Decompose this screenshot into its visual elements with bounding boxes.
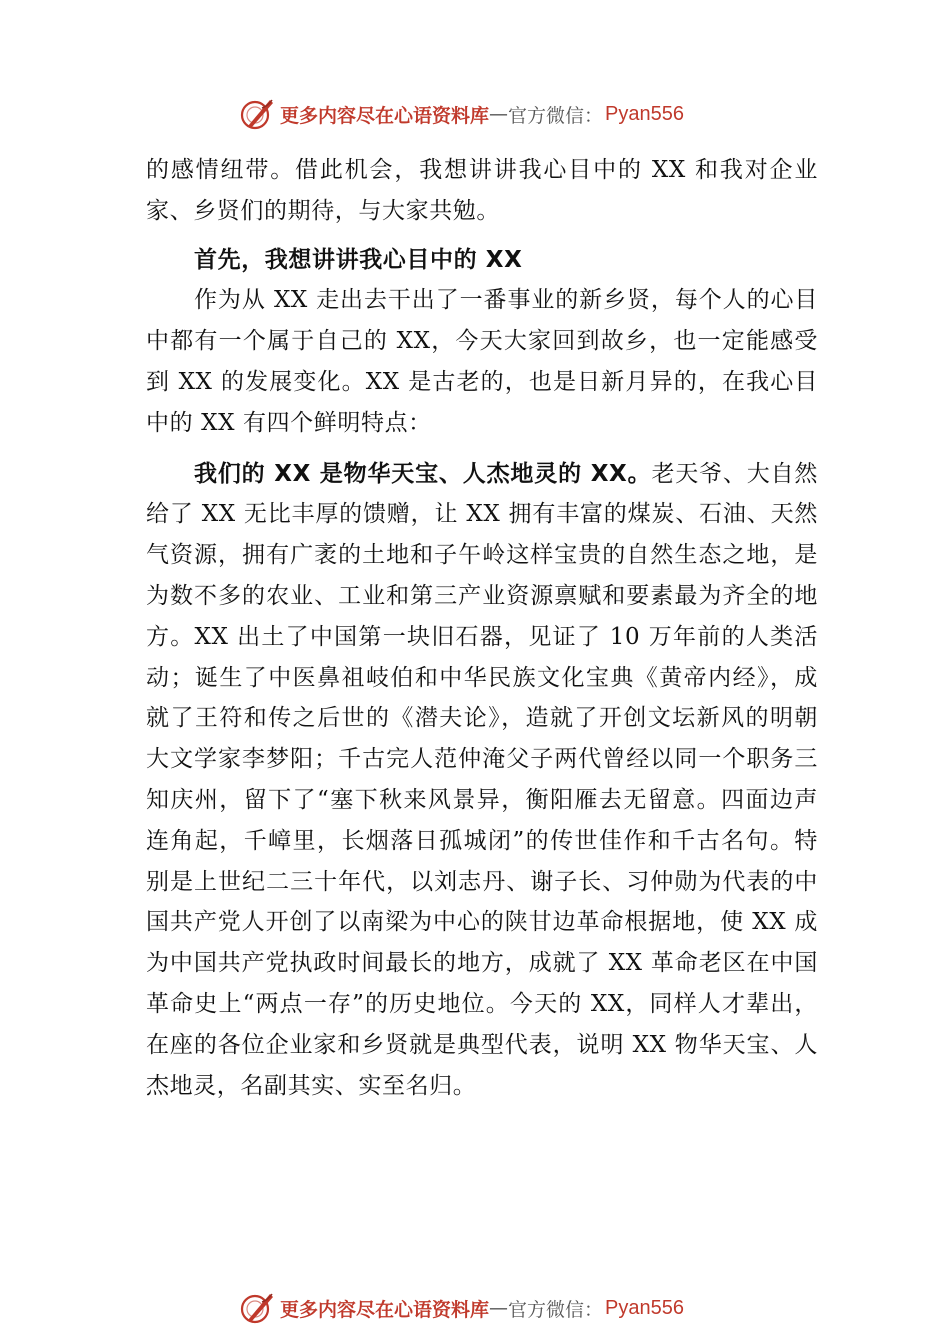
quill-logo-icon xyxy=(240,1290,276,1326)
banner-brand-text: 更多内容尽在心语资料库 xyxy=(280,104,490,127)
quill-logo-icon xyxy=(240,96,276,132)
paragraph-1: 作为从 XX 走出去干出了一番事业的新乡贤，每个人的心目中都有一个属于自己的 XX，今天大家回到故乡，也一定能感受到 XX 的发展变化。XX 是古老的，也是日新月异的，在我心目中的 XX 有四个鲜明特点： xyxy=(146,287,818,436)
header-banner xyxy=(240,94,684,134)
banner-wechat-id: Pyan556 xyxy=(605,102,684,125)
intro-paragraph: 的感情纽带。借此机会，我想讲讲我心目中的 XX 和我对企业家、乡贤们的期待，与大家共勉。 xyxy=(146,157,818,224)
banner-separator: — xyxy=(489,1297,509,1319)
paragraph-2-lead: 我们的 XX 是物华天宝、人杰地灵的 XX。 xyxy=(194,460,652,487)
footer-banner xyxy=(240,1288,684,1328)
banner-wechat-id: Pyan556 xyxy=(605,1296,684,1319)
banner-wechat-label: 官方微信： xyxy=(508,104,604,127)
paragraph-2 xyxy=(146,454,818,1107)
banner-brand-text: 更多内容尽在心语资料库 xyxy=(280,1298,490,1321)
document-body xyxy=(146,150,818,1106)
banner-separator: — xyxy=(489,103,509,125)
paragraph-2-body: 老天爷、大自然给了 XX 无比丰厚的馈赠，让 XX 拥有丰富的煤炭、石油、天然气资源，拥有广袤的土地和子午岭这样宝贵的自然生态之地，是为数不多的农业、工业和第三产业资源禀赋和要素最为齐全的地方。XX 出土了中国第一块旧石器，见证了 10 万年前的人类活动；诞生了中医鼻祖岐伯和中华民族文化宝典《黄帝内经》，成就了王符和传之后世的《潜夫论》，造就了开创文坛新风的明朝大文学家李梦阳；千古完人范仲淹父子两代曾经以同一个职务三知庆州，留下了“塞下秋来风景异，衡阳雁去无留意。四面边声连角起，千嶂里，长烟落日孤城闭”的传世佳作和千古名句。特别是上世纪二三十年代，以刘志丹、谢子长、习仲勋为代表的中国共产党人开创了以南梁为中心的陕甘边革命根据地，使 XX 成为中国共产党执政时间最长的地方，成就了 XX 革命老区在中国革命史上“两点一存”的历史地位。今天的 XX，同样人才辈出， 在座的各位企业家和乡贤就是典型代表，说明 XX 物华天宝、人杰地灵，名副其实、实至名归。 xyxy=(146,460,819,1099)
banner-wechat-label: 官方微信： xyxy=(508,1298,604,1321)
section-heading: 首先，我想讲讲我心目中的 XX xyxy=(194,246,523,273)
